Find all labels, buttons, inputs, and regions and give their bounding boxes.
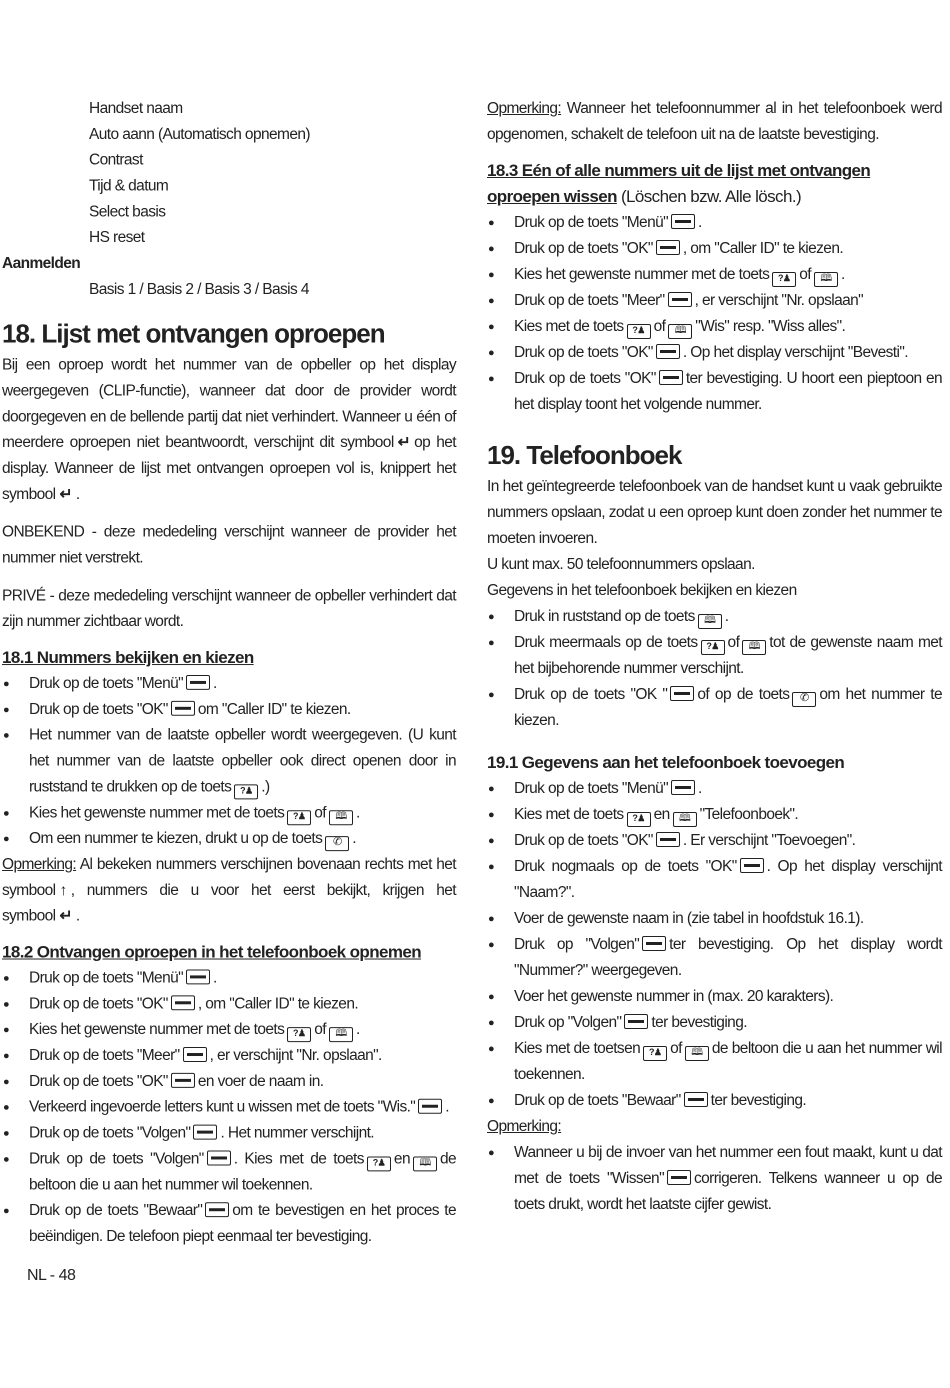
phonebook-down-icon: 🕮	[668, 324, 692, 339]
list-item: ● Kies met de toetsen ?♟ of 🕮 de beltoon die u aan het nummer wil toekennen.	[487, 1036, 942, 1088]
phonebook-down-icon: 🕮	[329, 1027, 353, 1042]
softkey-icon	[671, 214, 695, 229]
onbekend-paragraph: ONBEKEND - deze mededeling verschijnt wanneer de provider het nummer niet verstrekt.	[2, 523, 456, 567]
list-item: ● Druk op de toets "OK" , om "Caller ID" te kiezen.	[2, 991, 456, 1017]
phonebook-down-icon: 🕮	[413, 1156, 437, 1171]
softkey-icon	[418, 1099, 442, 1114]
softkey-icon	[656, 832, 680, 847]
list-item: ● Druk op de toets "Menü" .	[487, 776, 942, 802]
list-item: ● Druk op de toets "Volgen" . Het nummer verschijnt.	[2, 1121, 456, 1147]
section-heading-18-2: 18.2 Ontvangen oproepen in het telefoonboek opnemen	[2, 942, 422, 962]
softkey-icon	[684, 1092, 708, 1107]
phonebook-down-icon: 🕮	[673, 812, 697, 827]
call-icon: ✆	[792, 692, 816, 707]
phonebook-up-icon: ?♟	[627, 324, 651, 339]
list-item: ● Druk op de toets "Meer" , er verschijnt "Nr. opslaan"	[487, 288, 942, 314]
return-arrow-icon: ↵	[59, 485, 72, 503]
intro-paragraph: Bij een oproep wordt het nummer van de opbeller op het display weergegeven (CLIP-functie), wanneer dat door de provider wordt doorgegeven en de bellende partij dat niet verhindert. Wanneer u één of meerdere oproepen niet beantwoordt, verschijnt dit symbool ↵ op het display. Wanneer de lijst met ontvangen oproepen vol is, knippert het symbool ↵ .	[2, 356, 456, 503]
list-item: ● Kies met de toets ?♟ en 🕮 "Telefoonboek".	[487, 802, 942, 828]
list-opmerking	[487, 1140, 942, 1218]
left-column	[2, 96, 456, 1250]
up-arrow-icon: ↑	[59, 881, 67, 899]
telefoonboek-intro: In het geïntegreerde telefoonboek van de handset kunt u vaak gebruikte nummers opslaan, zodat u een oproep kunt doen zonder het nummer te moeten invoeren.	[487, 478, 942, 547]
list-item: ● Voer het gewenste nummer in (max. 20 karakters).	[487, 984, 942, 1010]
list-item: ● Verkeerd ingevoerde letters kunt u wissen met de toets "Wis." .	[2, 1095, 456, 1121]
softkey-icon	[171, 701, 195, 716]
list-item: ● Het nummer van de laatste opbeller wordt weergegeven. (U kunt het nummer van de laatste opbeller ook direct openen door in ruststand te drukken op de toets ?♟ .)	[2, 723, 456, 801]
phonebook-up-icon: ?♟	[701, 640, 725, 655]
right-column	[487, 96, 942, 1218]
softkey-icon	[670, 686, 694, 701]
list-item: ● Druk op de toets "Meer" , er verschijnt "Nr. opslaan".	[2, 1043, 456, 1069]
menu-item: Select basis	[89, 203, 166, 221]
softkey-icon	[171, 1073, 195, 1088]
phonebook-down-icon: 🕮	[814, 272, 838, 287]
opmerking-label: Opmerking:	[487, 1118, 562, 1135]
list-item: ● Druk op de toets "OK" en voer de naam in.	[2, 1069, 456, 1095]
section-heading-18-1: 18.1 Nummers bekijken en kiezen	[2, 648, 254, 668]
softkey-icon	[667, 1170, 691, 1185]
softkey-icon	[205, 1202, 229, 1217]
list-item: ● Druk op de toets "OK" ter bevestiging. U hoort een pieptoon en het display toont het volgende nummer.	[487, 366, 942, 418]
softkey-icon	[183, 1047, 207, 1062]
phonebook-down-icon: 🕮	[329, 810, 353, 825]
menu-item: Auto aann (Automatisch opnemen)	[89, 125, 310, 143]
list-item: ● Kies het gewenste nummer met de toets ?♟ of 🕮 .	[2, 1017, 456, 1043]
phonebook-up-icon: ?♟	[287, 810, 311, 825]
list-19	[487, 604, 942, 734]
list-item: ● Druk meermaals op de toets ?♟ of 🕮 tot de gewenste naam met het bijbehorende nummer verschijnt.	[487, 630, 942, 682]
opmerking-paragraph: Opmerking: Al bekeken nummers verschijnen bovenaan rechts met het symbool ↑ , nummers die u voor het eerst bekijkt, krijgen het symbool ↵ .	[2, 856, 457, 925]
list-item: ● Druk op "Volgen" ter bevestiging. Op het display wordt "Nummer?" weergegeven.	[487, 932, 942, 984]
call-icon: ✆	[325, 836, 349, 851]
phonebook-down-icon: 🕮	[742, 640, 766, 655]
list-item: ● Druk op de toets "Volgen" . Kies met de toets ?♟ en 🕮 de beltoon die u aan het nummer wil toekennen.	[2, 1147, 456, 1199]
menu-item: Tijd & datum	[89, 177, 169, 195]
softkey-icon	[624, 1014, 648, 1029]
list-item: ● Voer de gewenste naam in (zie tabel in hoofdstuk 16.1).	[487, 906, 942, 932]
list-item: ● Kies het gewenste nummer met de toets ?♟ of 🕮 .	[487, 262, 942, 288]
list-item: ● Druk op de toets "Menü" .	[487, 210, 942, 236]
list-item: ● Om een nummer te kiezen, drukt u op de toets ✆ .	[2, 826, 456, 852]
list-item: ● Druk op de toets "Menü" .	[2, 671, 456, 697]
softkey-icon	[656, 344, 680, 359]
list-item: ● Druk op de toets "Menü" .	[2, 965, 456, 991]
list-item: ● Druk op de toets "OK" , om "Caller ID" te kiezen.	[487, 236, 942, 262]
aanmelden-label: Aanmelden	[2, 255, 81, 273]
phonebook-up-icon: ?♟	[367, 1156, 391, 1171]
menu-item: Contrast	[89, 151, 143, 169]
list-18-2	[2, 965, 456, 1250]
list-item: ● Druk op de toets "OK" . Er verschijnt "Toevoegen".	[487, 828, 942, 854]
telefoonboek-max: U kunt max. 50 telefoonnummers opslaan.	[487, 556, 755, 573]
opmerking-paragraph: Opmerking: Wanneer het telefoonnummer al in het telefoonboek werd opgenomen, schakelt de telefoon uit na de laatste bevestiging.	[487, 100, 942, 143]
list-item: ● Kies met de toets ?♟ of 🕮 "Wis" resp. "Wiss alles".	[487, 314, 942, 340]
return-arrow-icon: ↵	[59, 907, 72, 925]
softkey-icon	[207, 1151, 231, 1166]
list-item: ● Druk op de toets "OK " of op de toets ✆ om het nummer te kiezen.	[487, 682, 942, 734]
list-item: ● Druk in ruststand op de toets 🕮 .	[487, 604, 942, 630]
list-18-1	[2, 671, 456, 852]
return-arrow-icon: ↵	[397, 434, 411, 452]
list-item: ● Druk op "Volgen" ter bevestiging.	[487, 1010, 942, 1036]
aanmelden-value: Basis 1 / Basis 2 / Basis 3 / Basis 4	[89, 281, 309, 298]
softkey-icon	[740, 858, 764, 873]
softkey-icon	[642, 936, 666, 951]
phonebook-up-icon: ?♟	[287, 1027, 311, 1042]
list-item: ● Druk op de toets "Bewaar" om te bevestigen en het proces te beëindigen. De telefoon piept eenmaal ter bevestiging.	[2, 1198, 456, 1250]
section-heading-19-1: 19.1 Gegevens aan het telefoonboek toevoegen	[487, 753, 845, 772]
section-heading-18-3: 18.3 Eén of alle nummers uit de lijst met ontvangen oproepen wissen (Löschen bzw. Alle lösch.)	[487, 161, 871, 206]
menu-item: HS reset	[89, 229, 145, 247]
list-item: ● Druk op de toets "OK" om "Caller ID" te kiezen.	[2, 697, 456, 723]
list-19-1	[487, 776, 942, 1114]
softkey-icon	[656, 240, 680, 255]
phonebook-up-icon: ?♟	[234, 784, 258, 799]
list-18-3	[487, 210, 942, 418]
softkey-icon	[671, 780, 695, 795]
prive-paragraph: PRIVÉ - deze mededeling verschijnt wanneer de opbeller verhindert dat zijn nummer zichtbaar wordt.	[2, 587, 456, 631]
list-item: ● Druk op de toets "Bewaar" ter bevestiging.	[487, 1088, 942, 1114]
phonebook-down-icon: 🕮	[698, 614, 722, 629]
section-heading-19: 19. Telefoonboek	[487, 440, 682, 470]
softkey-icon	[659, 370, 683, 385]
section-heading-18: 18. Lijst met ontvangen oproepen	[2, 318, 385, 349]
phonebook-up-icon: ?♟	[643, 1046, 667, 1061]
softkey-icon	[186, 675, 210, 690]
page-number: NL - 48	[27, 1267, 76, 1284]
list-item: ● Wanneer u bij de invoer van het nummer een fout maakt, kunt u dat met de toets "Wissen" corrigeren. Telkens wanneer u op de toets drukt, wordt het laatste cijfer gewist.	[487, 1140, 942, 1218]
list-item: ● Druk op de toets "OK" . Op het display verschijnt "Bevesti".	[487, 340, 942, 366]
telefoonboek-subheading: Gegevens in het telefoonboek bekijken en kiezen	[487, 582, 797, 599]
phonebook-up-icon: ?♟	[627, 812, 651, 827]
softkey-icon	[193, 1125, 217, 1140]
softkey-icon	[668, 292, 692, 307]
phonebook-up-icon: ?♟	[772, 272, 796, 287]
list-item: ● Druk nogmaals op de toets "OK" . Op het display verschijnt "Naam?".	[487, 854, 942, 906]
menu-item: Handset naam	[89, 99, 183, 117]
softkey-icon	[186, 969, 210, 984]
list-item: ● Kies het gewenste nummer met de toets ?♟ of 🕮 .	[2, 800, 456, 826]
phonebook-down-icon: 🕮	[685, 1046, 709, 1061]
softkey-icon	[171, 995, 195, 1010]
